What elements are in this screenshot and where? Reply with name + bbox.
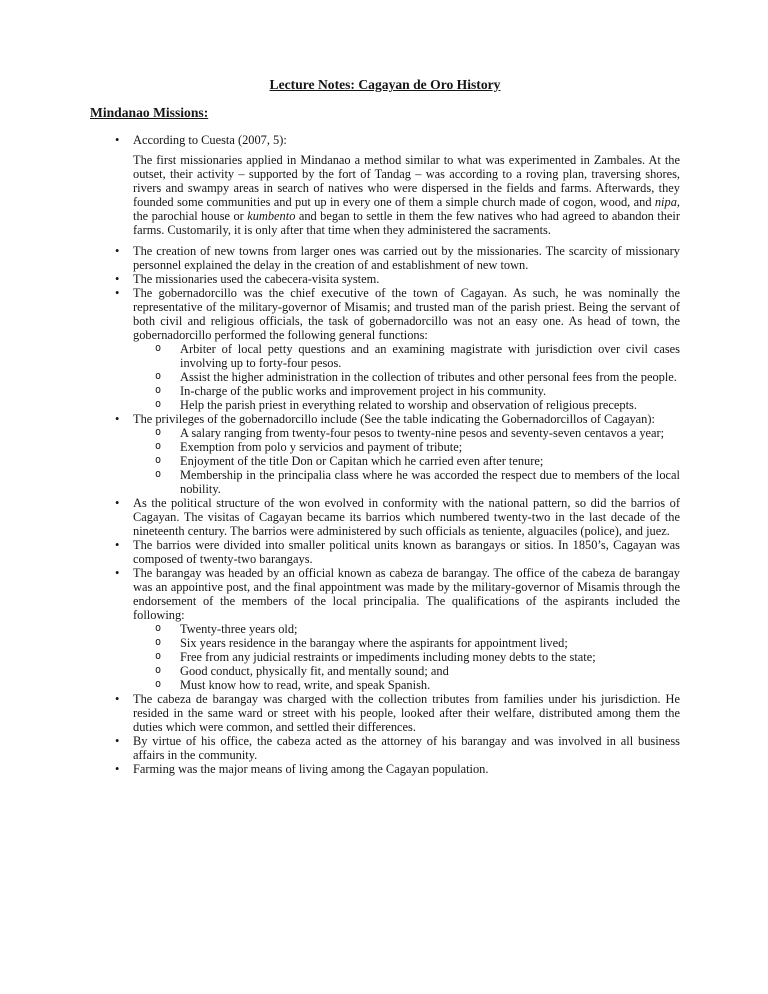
bullet-marker: •: [115, 566, 120, 580]
sub-bullet-marker: o: [155, 427, 162, 438]
sub-bullet-marker: o: [155, 469, 162, 480]
sub-bullet-item: [90, 636, 680, 650]
sub-bullet-list: [90, 426, 680, 496]
sub-bullet-marker: o: [155, 651, 162, 662]
quote-run: The first missionaries applied in Mindanao a method similar to what was experimented in Zambales. At the outset, their activity – supported by the fort of Tandag – was according to a roving plan, traversing shores, rivers and swampy areas in search of natives who were dispersed in the fields and farms. Afterwards, they founded some communities and put up in every one of them a simple church made of cogon, wood, and: [133, 153, 680, 209]
quote-run: , the parochial house or: [133, 195, 680, 223]
bullet-item: [90, 692, 680, 734]
bullet-text: [133, 496, 680, 538]
bullet-text-run: According to Cuesta (2007, 5):: [133, 133, 287, 147]
bullet-text: [133, 244, 680, 272]
bullet-text: [133, 734, 680, 762]
sub-bullet-item: [90, 426, 680, 440]
sub-bullet-marker: o: [155, 385, 162, 396]
bullet-text: [133, 692, 680, 734]
bullet-marker: •: [115, 133, 120, 147]
sub-bullet-text: Assist the higher administration in the collection of tributes and other personal fees from the people.: [180, 370, 677, 384]
sub-bullet-list: [90, 622, 680, 692]
bullet-text-run: As the political structure of the won evolved in conformity with the national pattern, so did the barrios of Cagayan. The visitas of Cagayan became its barrios which numbered twenty-two in the last decade of the nineteenth century. The barrios were administered by such officials as teniente, alguaciles (police), and juez.: [133, 496, 680, 538]
bullet-text-run: The barrios were divided into smaller political units known as barangays or sitios. In 1850’s, Cagayan was composed of twenty-two barangays.: [133, 538, 680, 566]
sub-bullet-text: Free from any judicial restraints or impediments including money debts to the state;: [180, 650, 596, 664]
sub-bullet-item: [90, 664, 680, 678]
sub-bullet-text: Six years residence in the barangay where the aspirants for appointment lived;: [180, 636, 568, 650]
bullet-item: [90, 286, 680, 342]
sub-bullet-marker: o: [155, 679, 162, 690]
bullet-item: [90, 412, 680, 426]
sub-bullet-text: Twenty-three years old;: [180, 622, 298, 636]
bullet-text-run: The privileges of the gobernadorcillo include (See the table indicating the Gobernadorcillos of Cagayan):: [133, 412, 655, 426]
bullet-marker: •: [115, 272, 120, 286]
bullet-marker: •: [115, 412, 120, 426]
sub-bullet-item: [90, 384, 680, 398]
content-list: [90, 133, 680, 776]
bullet-item: [90, 133, 680, 147]
bullet-text-run: Farming was the major means of living among the Cagayan population.: [133, 762, 489, 776]
bullet-marker: •: [115, 538, 120, 552]
sub-bullet-marker: o: [155, 441, 162, 452]
bullet-text: [133, 133, 680, 147]
bullet-text-run: The gobernadorcillo was the chief executive of the town of Cagayan. As such, he was nominally the representative of the military-governor of Misamis; and trusted man of the parish priest. Being the servant of both civil and religious officials, the task of gobernadorcillo was not an easy one. As head of town, the gobernadorcillo performed the following general functions:: [133, 286, 680, 342]
bullet-text: [133, 538, 680, 566]
bullet-text: [133, 566, 680, 622]
sub-bullet-marker: o: [155, 399, 162, 410]
sub-bullet-text: Help the parish priest in everything related to worship and observation of religious precepts.: [180, 398, 637, 412]
bullet-item: [90, 272, 680, 286]
sub-bullet-marker: o: [155, 637, 162, 648]
bullet-text: [133, 286, 680, 342]
sub-bullet-item: [90, 454, 680, 468]
bullet-item: [90, 734, 680, 762]
sub-bullet-text: Exemption from polo y servicios and payment of tribute;: [180, 440, 463, 454]
bullet-text: [133, 412, 680, 426]
bullet-text-run: The missionaries used the cabecera-visita system.: [133, 272, 380, 286]
bullet-marker: •: [115, 762, 120, 776]
sub-bullet-marker: o: [155, 371, 162, 382]
sub-bullet-item: [90, 650, 680, 664]
bullet-marker: •: [115, 734, 120, 748]
sub-bullet-text: Enjoyment of the title Don or Capitan which he carried even after tenure;: [180, 454, 544, 468]
bullet-item: [90, 496, 680, 538]
sub-bullet-text: Must know how to read, write, and speak Spanish.: [180, 678, 431, 692]
sub-bullet-item: [90, 468, 680, 496]
sub-bullet-text: Membership in the principalia class where he was accorded the respect due to members of the local nobility.: [180, 468, 680, 496]
sub-bullet-marker: o: [155, 665, 162, 676]
sub-bullet-marker: o: [155, 623, 162, 634]
sub-bullet-list: [90, 342, 680, 412]
quote-paragraph: [133, 153, 680, 237]
sub-bullet-item: [90, 342, 680, 370]
section-heading: Mindanao Missions:: [90, 105, 209, 120]
bullet-marker: •: [115, 286, 120, 300]
quote-run-italic: kumbento: [247, 209, 296, 223]
bullet-text-run: The barangay was headed by an official known as cabeza de barangay. The office of the cabeza de barangay was an appointive post, and the final appointment was made by the military-governor of Misamis through the endorsement of the members of the local principalia. The qualifications of the aspirants included the following:: [133, 566, 680, 622]
bullet-text-run: The creation of new towns from larger ones was carried out by the missionaries. The scarcity of missionary personnel explained the delay in the creation of and establishment of new town.: [133, 244, 680, 272]
sub-bullet-text: In-charge of the public works and improvement project in his community.: [180, 384, 547, 398]
bullet-marker: •: [115, 496, 120, 510]
document-title: Lecture Notes: Cagayan de Oro History: [269, 77, 501, 92]
sub-bullet-marker: o: [155, 455, 162, 466]
bullet-text-run: The cabeza de barangay was charged with the collection tributes from families under his jurisdiction. He resided in the same ward or street with his people, looked after their welfare, distributed among them the duties which were common, and settled their differences.: [133, 692, 680, 734]
sub-bullet-item: [90, 370, 680, 384]
bullet-item: [90, 244, 680, 272]
sub-bullet-marker: o: [155, 343, 162, 354]
quote-run-italic: nipa: [654, 195, 677, 209]
sub-bullet-item: [90, 398, 680, 412]
bullet-text-run: By virtue of his office, the cabeza acted as the attorney of his barangay and was involved in all business affairs in the community.: [133, 734, 680, 762]
sub-bullet-text: A salary ranging from twenty-four pesos to twenty-nine pesos and seventy-seven centavos a year;: [180, 426, 665, 440]
bullet-item: [90, 566, 680, 622]
bullet-item: [90, 538, 680, 566]
sub-bullet-item: [90, 440, 680, 454]
quote-run: and began to settle in them the few natives who had agreed to abandon their farms. Customarily, it is only after that time when they administered the sacraments.: [133, 209, 680, 237]
bullet-text: [133, 762, 680, 776]
bullet-marker: •: [115, 244, 120, 258]
sub-bullet-text: Arbiter of local petty questions and an examining magistrate with jurisdiction over civil cases involving up to forty-four pesos.: [180, 342, 680, 370]
sub-bullet-item: [90, 678, 680, 692]
bullet-text: [133, 272, 680, 286]
bullet-marker: •: [115, 692, 120, 706]
sub-bullet-item: [90, 622, 680, 636]
bullet-item: [90, 762, 680, 776]
sub-bullet-text: Good conduct, physically fit, and mentally sound; and: [180, 664, 449, 678]
